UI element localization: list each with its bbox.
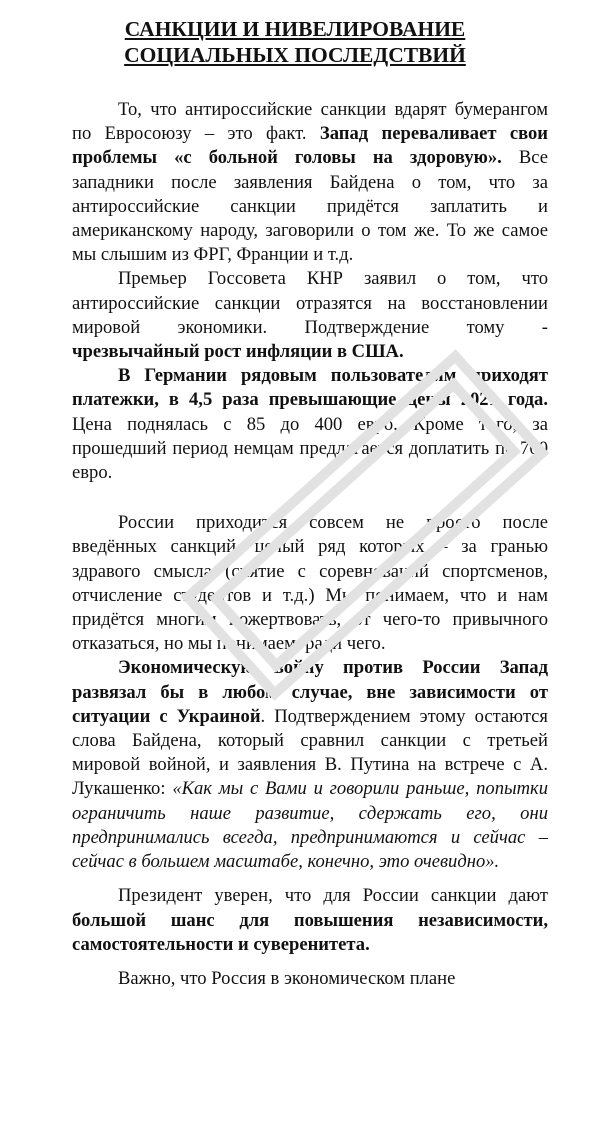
paragraph-6 xyxy=(72,884,548,957)
paragraph-3-text: Цена поднялась с 85 до 400 евро. Кроме того, за прошедший период немцам предлагается доплатить по 700 евро. xyxy=(72,413,548,484)
paragraph-5-text: . Подтверждением этому остаются слова Байдена, который сравнил санкции с третьей мировой войной, и заявления В. Путина на встрече с А. Лукашенко: xyxy=(72,705,548,800)
paragraph-7-text: Важно, что Россия в экономическом плане xyxy=(118,967,456,989)
paragraph-1-bold: Запад переваливает свои проблемы «с больной головы на здоровую». xyxy=(72,123,549,169)
paragraph-4 xyxy=(72,511,548,656)
paragraph-1-text-a: То, что антироссийские санкции вдарят бумерангом по Евросоюзу – это факт. xyxy=(72,99,548,145)
paragraph-1-text-b: Все западники после заявления Байдена о том, что за антироссийские санкции придётся заплатить и американскому народу, заговорили о том же. То же самое мы слышим из ФРГ, Франции и т.д. xyxy=(72,147,548,266)
paragraph-2-text: Премьер Госсовета КНР заявил о том, что антироссийские санкции отразятся на восстановлении мировой экономики. Подтверждение тому - xyxy=(72,268,548,338)
paragraph-4-text: России приходится совсем не просто после введённых санкций, целый ряд которых – за гранью здравого смысла (снятие с соревнований спортсменов, отчисление студентов и т.д.) Мы понимаем, что и нам придётся многим пожертвовать, от чего-то привычного отказаться, но мы понимаем, ради чего. xyxy=(72,512,548,655)
document-title xyxy=(40,16,550,68)
paragraph-3 xyxy=(72,364,548,485)
title-line-2: СОЦИАЛЬНЫХ ПОСЛЕДСТВИЙ xyxy=(124,43,466,67)
paragraph-5 xyxy=(72,656,548,874)
paragraph-5-quote: «Как мы с Вами и говорили раньше, попытки ограничить наше развитие, сдержать его, они предпринимались всегда, предпринимаются и сейчас – сейчас в большем масштабе, конечно, это очевидно». xyxy=(72,778,548,873)
paragraph-5-bold: Экономическую войну против России Запад развязал бы в любом случае, вне зависимости от ситуации с Украиной xyxy=(72,657,548,727)
paragraph-7 xyxy=(72,967,548,991)
paragraph-6-text: Президент уверен, что для России санкции дают xyxy=(118,885,548,907)
document-body xyxy=(72,98,548,991)
paragraph-2-bold: чрезвычайный рост инфляции в США. xyxy=(72,341,404,363)
title-line-1: САНКЦИИ И НИВЕЛИРОВАНИЕ xyxy=(124,17,466,41)
paragraph-6-bold: большой шанс для повышения независимости, самостоятельности и суверенитета. xyxy=(72,909,548,955)
paragraph-1 xyxy=(72,98,548,267)
paragraph-3-bold: В Германии рядовым пользователям приходят платежки, в 4,5 раза превышающие цены 2021 года. xyxy=(72,365,548,411)
paragraph-2 xyxy=(72,267,548,364)
